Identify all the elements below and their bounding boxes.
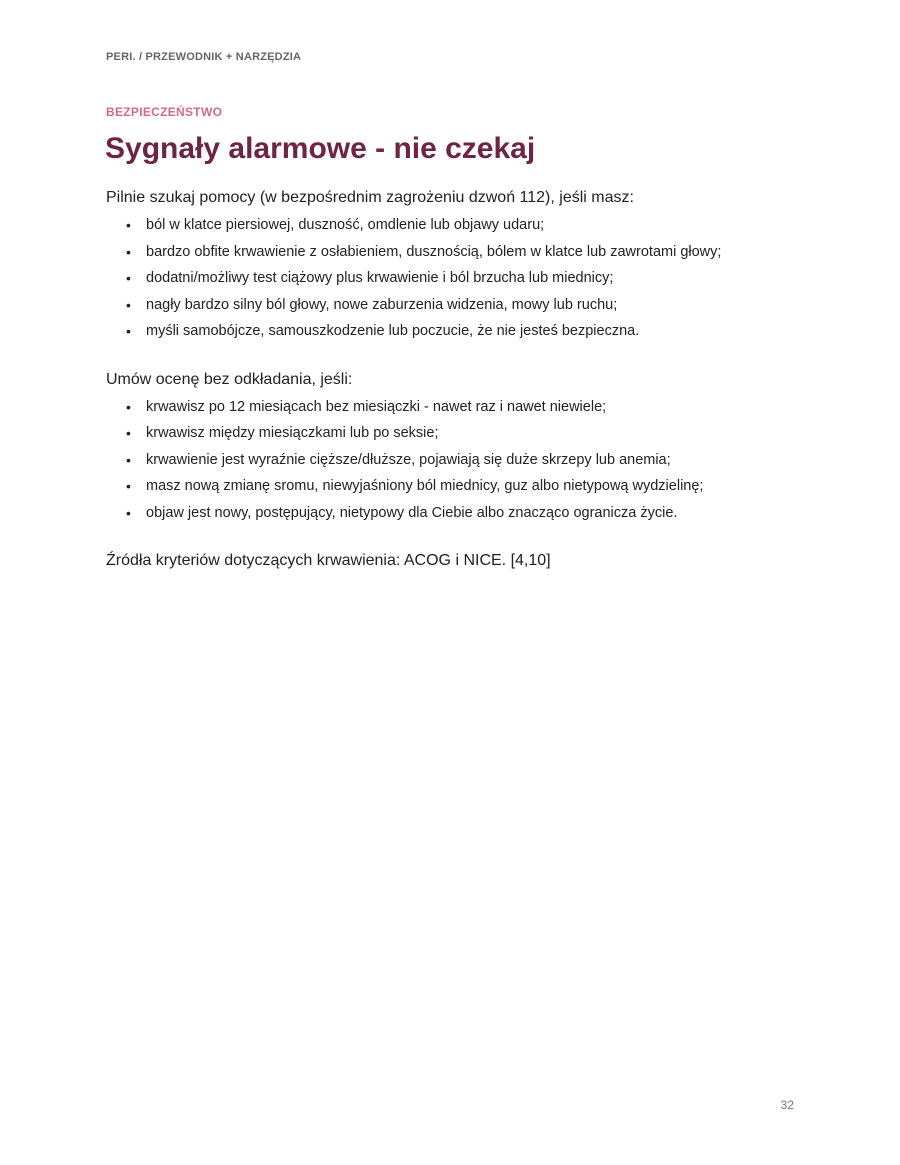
urgent-intro: Pilnie szukaj pomocy (w bezpośrednim zagrożeniu dzwoń 112), jeśli masz: (106, 189, 634, 206)
list-item (126, 447, 806, 474)
section-kicker: BEZPIECZEŃSTWO (106, 105, 223, 119)
bullet-icon: • (126, 243, 131, 260)
urgent-list (106, 212, 806, 345)
page-number: 32 (780, 1098, 794, 1112)
appointment-list (106, 394, 806, 527)
list-item (126, 318, 806, 345)
spacer (106, 345, 806, 369)
list-item-text: nagły bardzo silny ból głowy, nowe zaburzenia widzenia, mowy lub ruchu; (146, 296, 618, 313)
bullet-icon: • (126, 323, 131, 339)
list-item-text: objaw jest nowy, postępujący, nietypowy dla Ciebie albo znacząco ogranicza życie. (146, 504, 678, 521)
appointment-intro: Umów ocenę bez odkładania, jeśli: (106, 370, 353, 388)
list-item-text: myśli samobójcze, samouszkodzenie lub poczucie, że nie jesteś bezpieczna. (146, 323, 640, 339)
bullet-icon: • (126, 478, 131, 494)
list-item-text: ból w klatce piersiowej, duszność, omdlenie lub objawy udaru; (146, 217, 545, 233)
list-item-text: krwawienie jest wyraźnie cięższe/dłuższe, pojawiają się duże skrzepy lub anemia; (146, 451, 671, 468)
list-item (126, 212, 806, 239)
list-item (126, 265, 806, 292)
list-item (126, 420, 806, 447)
main-content (106, 187, 806, 572)
list-item (126, 473, 806, 500)
bullet-icon: • (126, 217, 131, 233)
bullet-icon: • (126, 296, 131, 313)
list-item-text: masz nową zmianę sromu, niewyjaśniony ból miednicy, guz albo nietypową wydzielinę; (146, 478, 704, 494)
list-item (126, 394, 806, 421)
page-title: Sygnały alarmowe - nie czekaj (105, 132, 536, 165)
bullet-icon: • (126, 398, 131, 415)
list-item-text: krwawisz między miesiączkami lub po seksie; (146, 425, 439, 441)
list-item-text: bardzo obfite krwawienie z osłabieniem, dusznością, bólem w klatce lub zawrotami głowy; (146, 243, 722, 260)
bullet-icon: • (126, 451, 131, 468)
bullet-icon: • (126, 504, 131, 521)
list-item-text: krwawisz po 12 miesiącach bez miesiączki - nawet raz i nawet niewiele; (146, 398, 607, 415)
list-item (126, 500, 806, 527)
list-item (126, 239, 806, 266)
bullet-icon: • (126, 270, 131, 286)
list-item-text: dodatni/możliwy test ciążowy plus krwawienie i ból brzucha lub miednicy; (146, 270, 614, 286)
list-item (126, 292, 806, 319)
spacer (106, 526, 806, 550)
sources-note: Źródła kryteriów dotyczących krwawienia: ACOG i NICE. [4,10] (106, 552, 551, 569)
breadcrumb: PERI. / PRZEWODNIK + NARZĘDZIA (106, 51, 302, 63)
bullet-icon: • (126, 425, 131, 441)
